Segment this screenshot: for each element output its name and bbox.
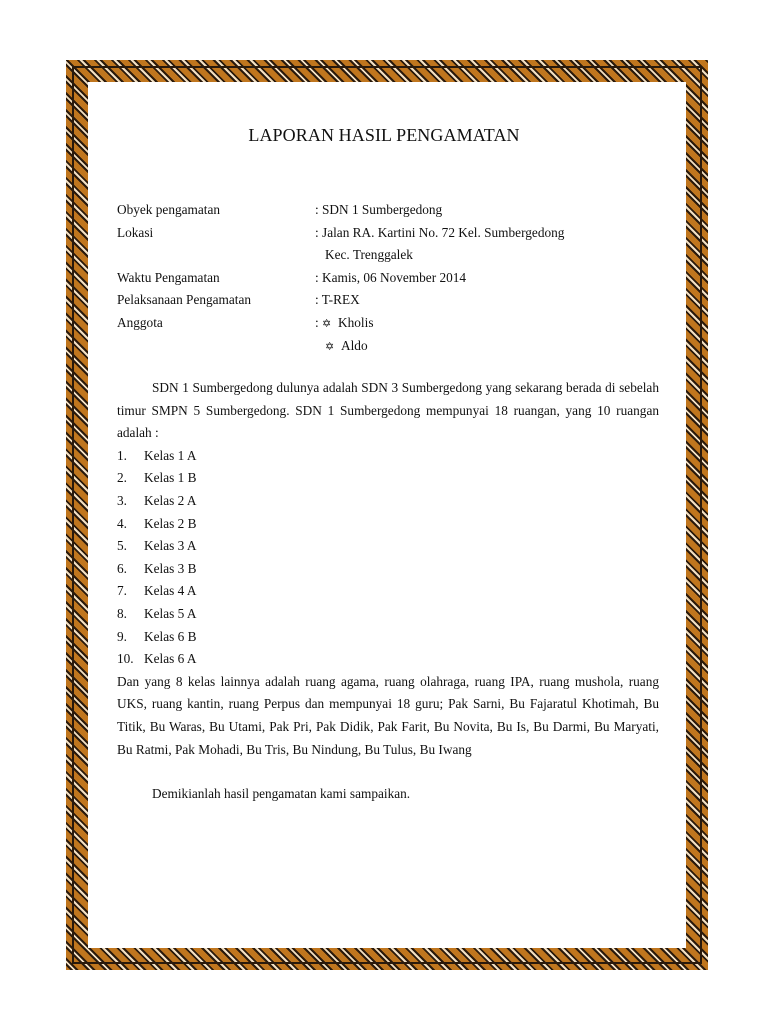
object-label: Obyek pengamatan bbox=[117, 202, 221, 217]
list-item: 5. Kelas 3 A bbox=[117, 538, 197, 554]
other-rooms-paragraph: Dan yang 8 kelas lainnya adalah ruang agama, ruang olahraga, ruang IPA, ruang mushola, ruang UKS, ruang kantin, ruang Perpus dan mempunyai 18 guru; Pak Sarni, Bu Fajaratul Khotimah, Bu Titik, Bu Waras, Bu Utami, Pak Pri, Pak Didik, Pak Farit, Bu Novita, Bu Is, Bu Darmi, Bu Maryati, Bu Ratmi, Pak Mohadi, Bu Tris, Bu Nindung, Bu Tulus, Bu Iwang bbox=[117, 673, 659, 757]
list-item: 7. Kelas 4 A bbox=[117, 583, 197, 599]
info-row-members bbox=[117, 312, 564, 336]
list-item: 6. Kelas 3 B bbox=[117, 560, 197, 576]
member-item bbox=[315, 312, 374, 336]
info-row-object bbox=[117, 199, 564, 222]
star-bullet-icon: ✡ bbox=[325, 341, 335, 353]
info-row-location bbox=[117, 222, 564, 245]
star-bullet-icon: ✡ bbox=[322, 317, 332, 330]
member-name: Aldo bbox=[341, 338, 368, 353]
room-list bbox=[117, 445, 659, 671]
info-row-location-cont bbox=[117, 244, 564, 267]
info-row-executor bbox=[117, 289, 564, 312]
object-value: : SDN 1 Sumbergedong bbox=[315, 202, 443, 217]
location-label: Lokasi bbox=[117, 224, 154, 240]
member-item bbox=[315, 335, 368, 359]
list-item: 9. Kelas 6 B bbox=[117, 628, 197, 644]
time-label: Waktu Pengamatan bbox=[117, 269, 220, 285]
list-item: 2. Kelas 1 B bbox=[117, 470, 197, 486]
list-item: 4. Kelas 2 B bbox=[117, 515, 197, 531]
time-value: : Kamis, 06 November 2014 bbox=[315, 269, 467, 285]
list-item: 8. Kelas 5 A bbox=[117, 605, 197, 621]
intro-paragraph: SDN 1 Sumbergedong dulunya adalah SDN 3 Sumbergedong yang sekarang berada di sebelah timur SMPN 5 Sumbergedong. SDN 1 Sumbergedong mempunyai 18 ruangan, yang 10 ruangan adalah : bbox=[117, 380, 659, 441]
member-name: Kholis bbox=[338, 314, 374, 330]
body-text bbox=[117, 377, 659, 806]
list-item: 3. Kelas 2 A bbox=[117, 492, 197, 508]
info-block bbox=[117, 199, 564, 359]
closing-sentence: Demikianlah hasil pengamatan kami sampaikan. bbox=[152, 786, 411, 802]
members-colon: : bbox=[315, 314, 319, 330]
list-item: 1. Kelas 1 A bbox=[117, 447, 197, 463]
location-value-line2: Kec. Trenggalek bbox=[325, 247, 413, 262]
info-row-time bbox=[117, 267, 564, 290]
document-title: LAPORAN HASIL PENGAMATAN bbox=[248, 125, 520, 145]
location-value: : Jalan RA. Kartini No. 72 Kel. Sumbergedong bbox=[315, 224, 565, 240]
list-item: 10. Kelas 6 A bbox=[117, 651, 197, 667]
members-label: Anggota bbox=[117, 314, 163, 330]
executor-label: Pelaksanaan Pengamatan bbox=[117, 292, 252, 307]
executor-value: : T-REX bbox=[315, 292, 360, 307]
info-row-members-cont bbox=[117, 335, 564, 359]
